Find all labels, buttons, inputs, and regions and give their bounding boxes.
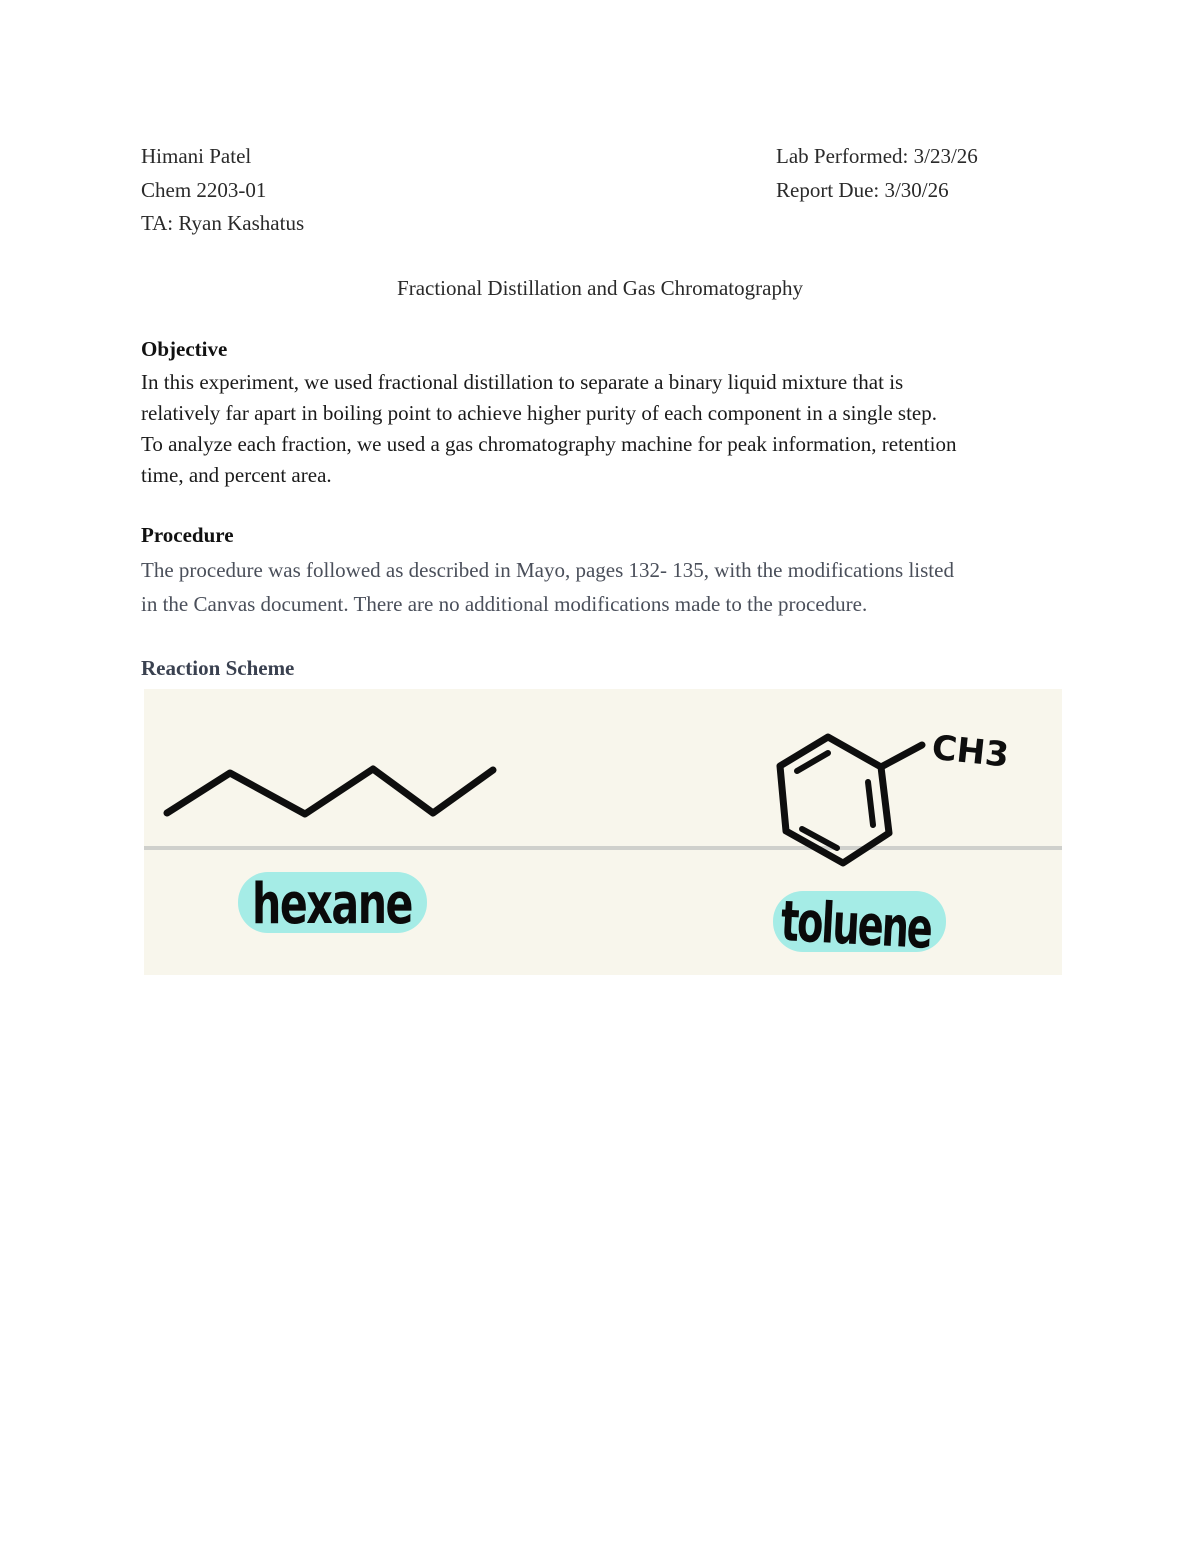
report-due-date: Report Due: 3/30/26 <box>776 178 949 202</box>
procedure-line: in the Canvas document. There are no additional modifications made to the procedure. <box>141 592 868 616</box>
objective-paragraph <box>141 367 1071 491</box>
toluene-double-bond <box>868 782 873 825</box>
objective-line: time, and percent area. <box>141 463 332 487</box>
objective-line: In this experiment, we used fractional distillation to separate a binary liquid mixture that is <box>141 370 904 394</box>
hexane-label: hexane <box>252 872 413 937</box>
hexane-structure <box>167 769 493 814</box>
teaching-assistant: TA: Ryan Kashatus <box>141 211 305 235</box>
reaction-scheme-heading: Reaction Scheme <box>141 656 295 680</box>
reaction-scheme-figure <box>144 689 1062 975</box>
methyl-bond <box>881 745 922 767</box>
methyl-label: CH3 <box>929 727 1011 776</box>
course-number: Chem 2203-01 <box>141 178 267 202</box>
reaction-scheme-drawing <box>144 689 1062 975</box>
procedure-heading: Procedure <box>141 523 234 547</box>
objective-line: To analyze each fraction, we used a gas chromatography machine for peak information, retention <box>141 432 957 456</box>
procedure-paragraph <box>141 553 1071 621</box>
lab-performed-date: Lab Performed: 3/23/26 <box>776 144 978 168</box>
student-name: Himani Patel <box>141 144 252 168</box>
objective-line: relatively far apart in boiling point to achieve higher purity of each component in a single step. <box>141 401 938 425</box>
procedure-line: The procedure was followed as described in Mayo, pages 132- 135, with the modifications listed <box>141 558 954 582</box>
toluene-label: toluene <box>779 889 1002 966</box>
objective-heading: Objective <box>141 337 228 361</box>
report-title: Fractional Distillation and Gas Chromatography <box>397 276 803 300</box>
